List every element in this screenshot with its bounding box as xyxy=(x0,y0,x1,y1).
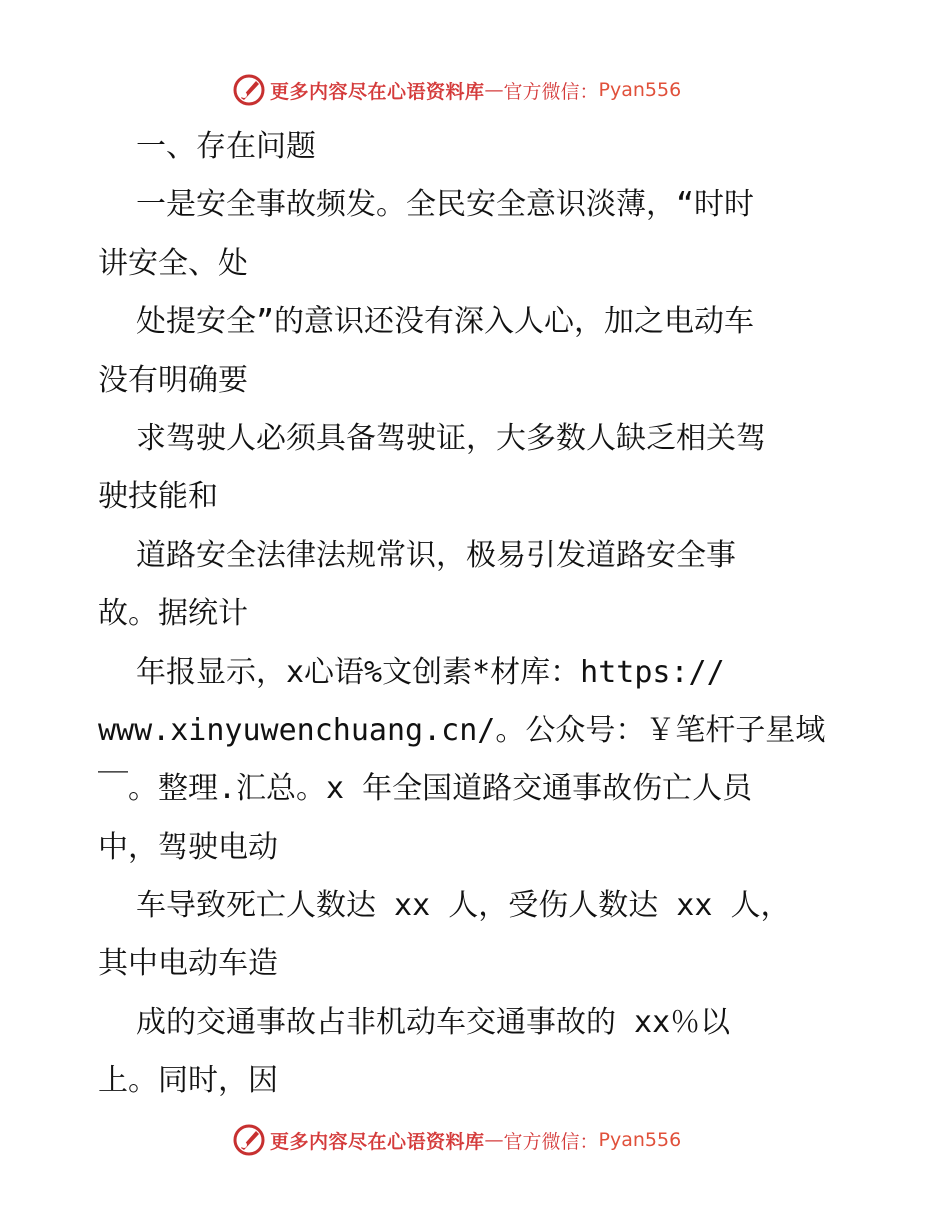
banner-wechat-label: 官方微信： xyxy=(503,80,599,103)
text-line: 一是安全事故频发。全民安全意识淡薄，“时时 xyxy=(136,187,755,223)
text-line: 年报显示，x心语%文创素*材库：https:// xyxy=(136,654,725,690)
text-line: 成的交通事故占非机动车交通事故的 xx％以 xyxy=(136,1004,731,1040)
header-banner xyxy=(232,70,712,110)
banner-site-name: 更多内容尽在心语资料库 xyxy=(270,1130,485,1153)
text-line: 没有明确要 xyxy=(98,362,248,398)
text-line: 其中电动车造 xyxy=(98,946,278,982)
banner-dash: — xyxy=(484,79,504,101)
quill-logo-icon xyxy=(232,73,266,107)
text-line: 故。据统计 xyxy=(98,596,248,632)
text-line: ￣。整理.汇总。x 年全国道路交通事故伤亡人员 xyxy=(98,771,753,807)
quill-logo-icon xyxy=(232,1123,266,1157)
text-line: 道路安全法律法规常识，极易引发道路安全事 xyxy=(136,537,736,573)
banner-dash: — xyxy=(484,1129,504,1151)
banner-wechat-id: Pyan556 xyxy=(598,1129,682,1151)
text-line: 讲安全、处 xyxy=(98,245,248,281)
text-line: 求驾驶人必须具备驾驶证，大多数人缺乏相关驾 xyxy=(136,420,766,456)
banner-wechat-label: 官方微信： xyxy=(503,1130,599,1153)
text-line: www.xinyuwenchuang.cn/。公众号：￥笔杆子星域 xyxy=(98,712,826,748)
footer-banner xyxy=(232,1120,712,1160)
banner-site-name: 更多内容尽在心语资料库 xyxy=(270,80,485,103)
text-line: 驶技能和 xyxy=(98,479,218,515)
text-line: 上。同时，因 xyxy=(98,1063,278,1099)
text-line: 车导致死亡人数达 xx 人，受伤人数达 xx 人， xyxy=(136,888,791,924)
text-line: 处提安全”的意识还没有深入人心，加之电动车 xyxy=(136,304,755,340)
text-line: 一、存在问题 xyxy=(136,129,316,164)
banner-wechat-id: Pyan556 xyxy=(598,79,682,101)
text-line: 中，驾驶电动 xyxy=(98,829,278,865)
document-body xyxy=(98,118,858,1111)
